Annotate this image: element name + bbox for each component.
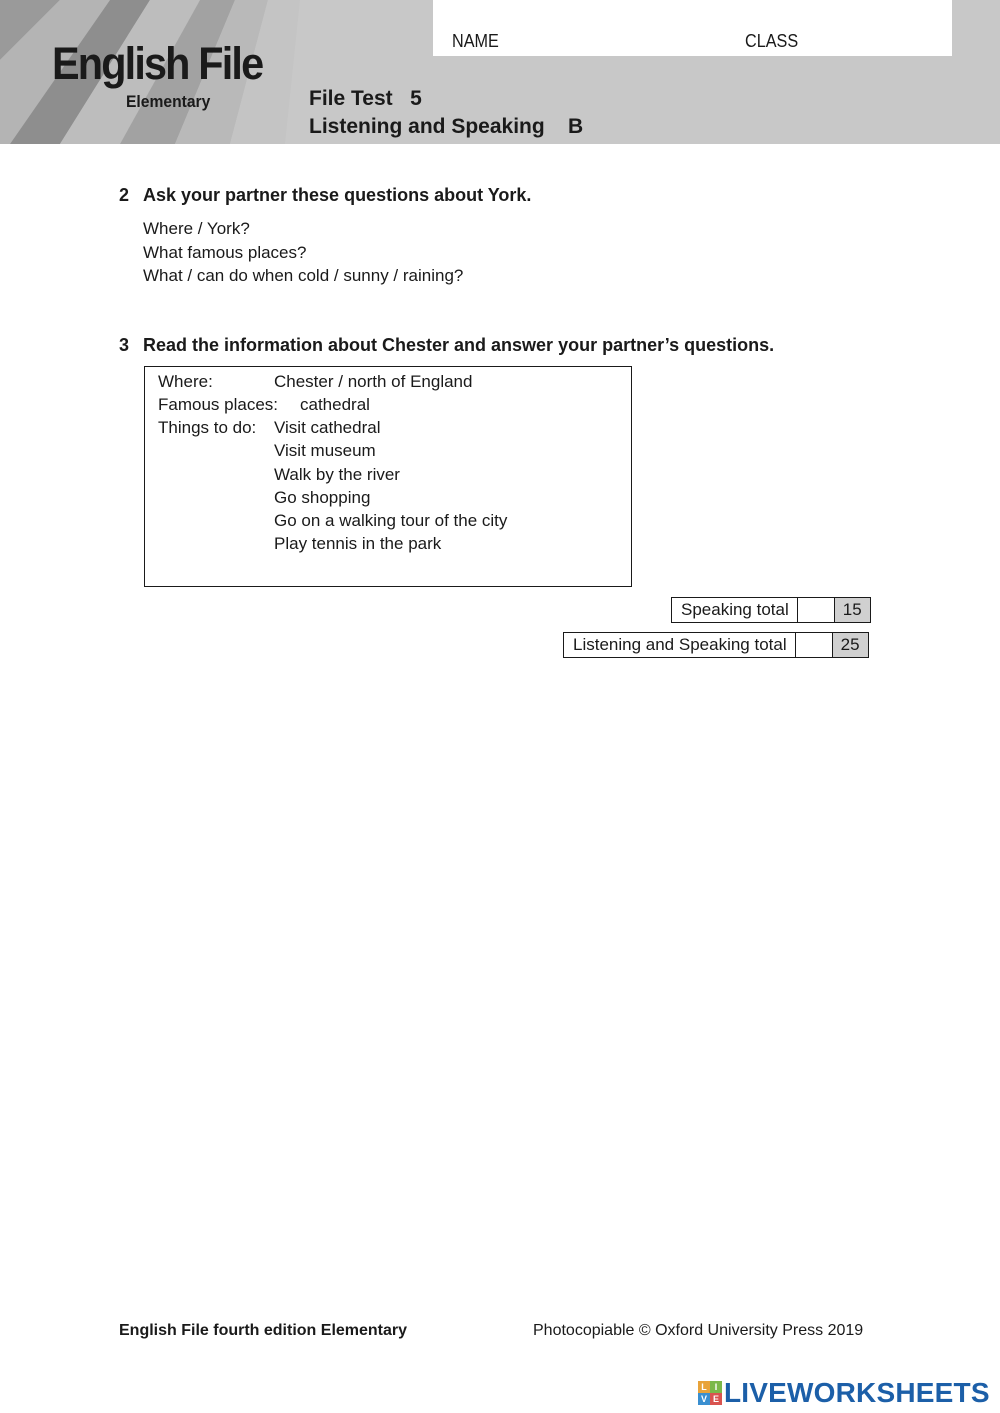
test-title-line2: Listening and Speaking B — [309, 115, 584, 138]
where-label: Where: — [158, 372, 213, 391]
liveworksheets-text: LIVEWORKSHEETS — [724, 1377, 990, 1408]
listening-speaking-total-label: Listening and Speaking total — [564, 633, 796, 657]
footer-copyright: Photocopiable © Oxford University Press 2019 — [533, 1322, 864, 1339]
thing-to-do-item: Visit cathedral — [274, 418, 381, 437]
listening-speaking-total-table — [563, 632, 869, 658]
class-label: CLASS — [745, 31, 799, 51]
listening-speaking-max-score: 25 — [833, 633, 868, 657]
thing-to-do-item: Go shopping — [274, 488, 371, 507]
exercise-2-instruction: Ask your partner these questions about York. — [143, 185, 532, 205]
chester-info-box — [144, 366, 632, 587]
name-class-box — [433, 0, 952, 56]
listening-speaking-score-field[interactable] — [796, 633, 833, 657]
exercise-3-number: 3 — [119, 335, 130, 355]
lw-icon-letter: L — [698, 1381, 710, 1393]
thing-to-do-item: Visit museum — [274, 441, 376, 460]
famous-places-value: cathedral — [300, 395, 370, 414]
question-item: Where / York? — [143, 219, 250, 238]
lw-icon-letter: V — [698, 1393, 710, 1405]
liveworksheets-icon — [698, 1381, 722, 1405]
speaking-score-field[interactable] — [798, 598, 835, 622]
exercise-2-heading — [119, 185, 531, 206]
speaking-total-table — [671, 597, 871, 623]
famous-places-label: Famous places: — [158, 395, 278, 414]
test-title-line1: File Test 5 — [309, 87, 422, 110]
things-to-do-label: Things to do: — [158, 418, 257, 437]
speaking-max-score: 15 — [835, 598, 870, 622]
thing-to-do-item: Go on a walking tour of the city — [274, 511, 508, 530]
lw-icon-letter: I — [710, 1381, 722, 1393]
exercise-3-heading — [119, 335, 774, 356]
thing-to-do-item: Walk by the river — [274, 465, 400, 484]
logo-subtitle: Elementary — [126, 92, 211, 111]
exercise-2-number: 2 — [119, 185, 130, 205]
lw-icon-letter: E — [710, 1393, 722, 1405]
name-label: NAME — [452, 31, 499, 51]
where-value: Chester / north of England — [274, 372, 473, 391]
test-title — [309, 85, 583, 141]
question-item: What famous places? — [143, 242, 307, 262]
exercise-2-question-list — [143, 217, 463, 288]
question-item: What / can do when cold / sunny / raining? — [143, 266, 464, 285]
thing-to-do-item: Play tennis in the park — [274, 534, 442, 553]
footer-edition: English File fourth edition Elementary — [119, 1322, 408, 1339]
exercise-3-instruction: Read the information about Chester and answer your partner’s questions. — [143, 335, 775, 355]
logo-title: English File — [52, 38, 263, 89]
liveworksheets-logo — [698, 1377, 990, 1409]
speaking-total-label: Speaking total — [672, 598, 798, 622]
